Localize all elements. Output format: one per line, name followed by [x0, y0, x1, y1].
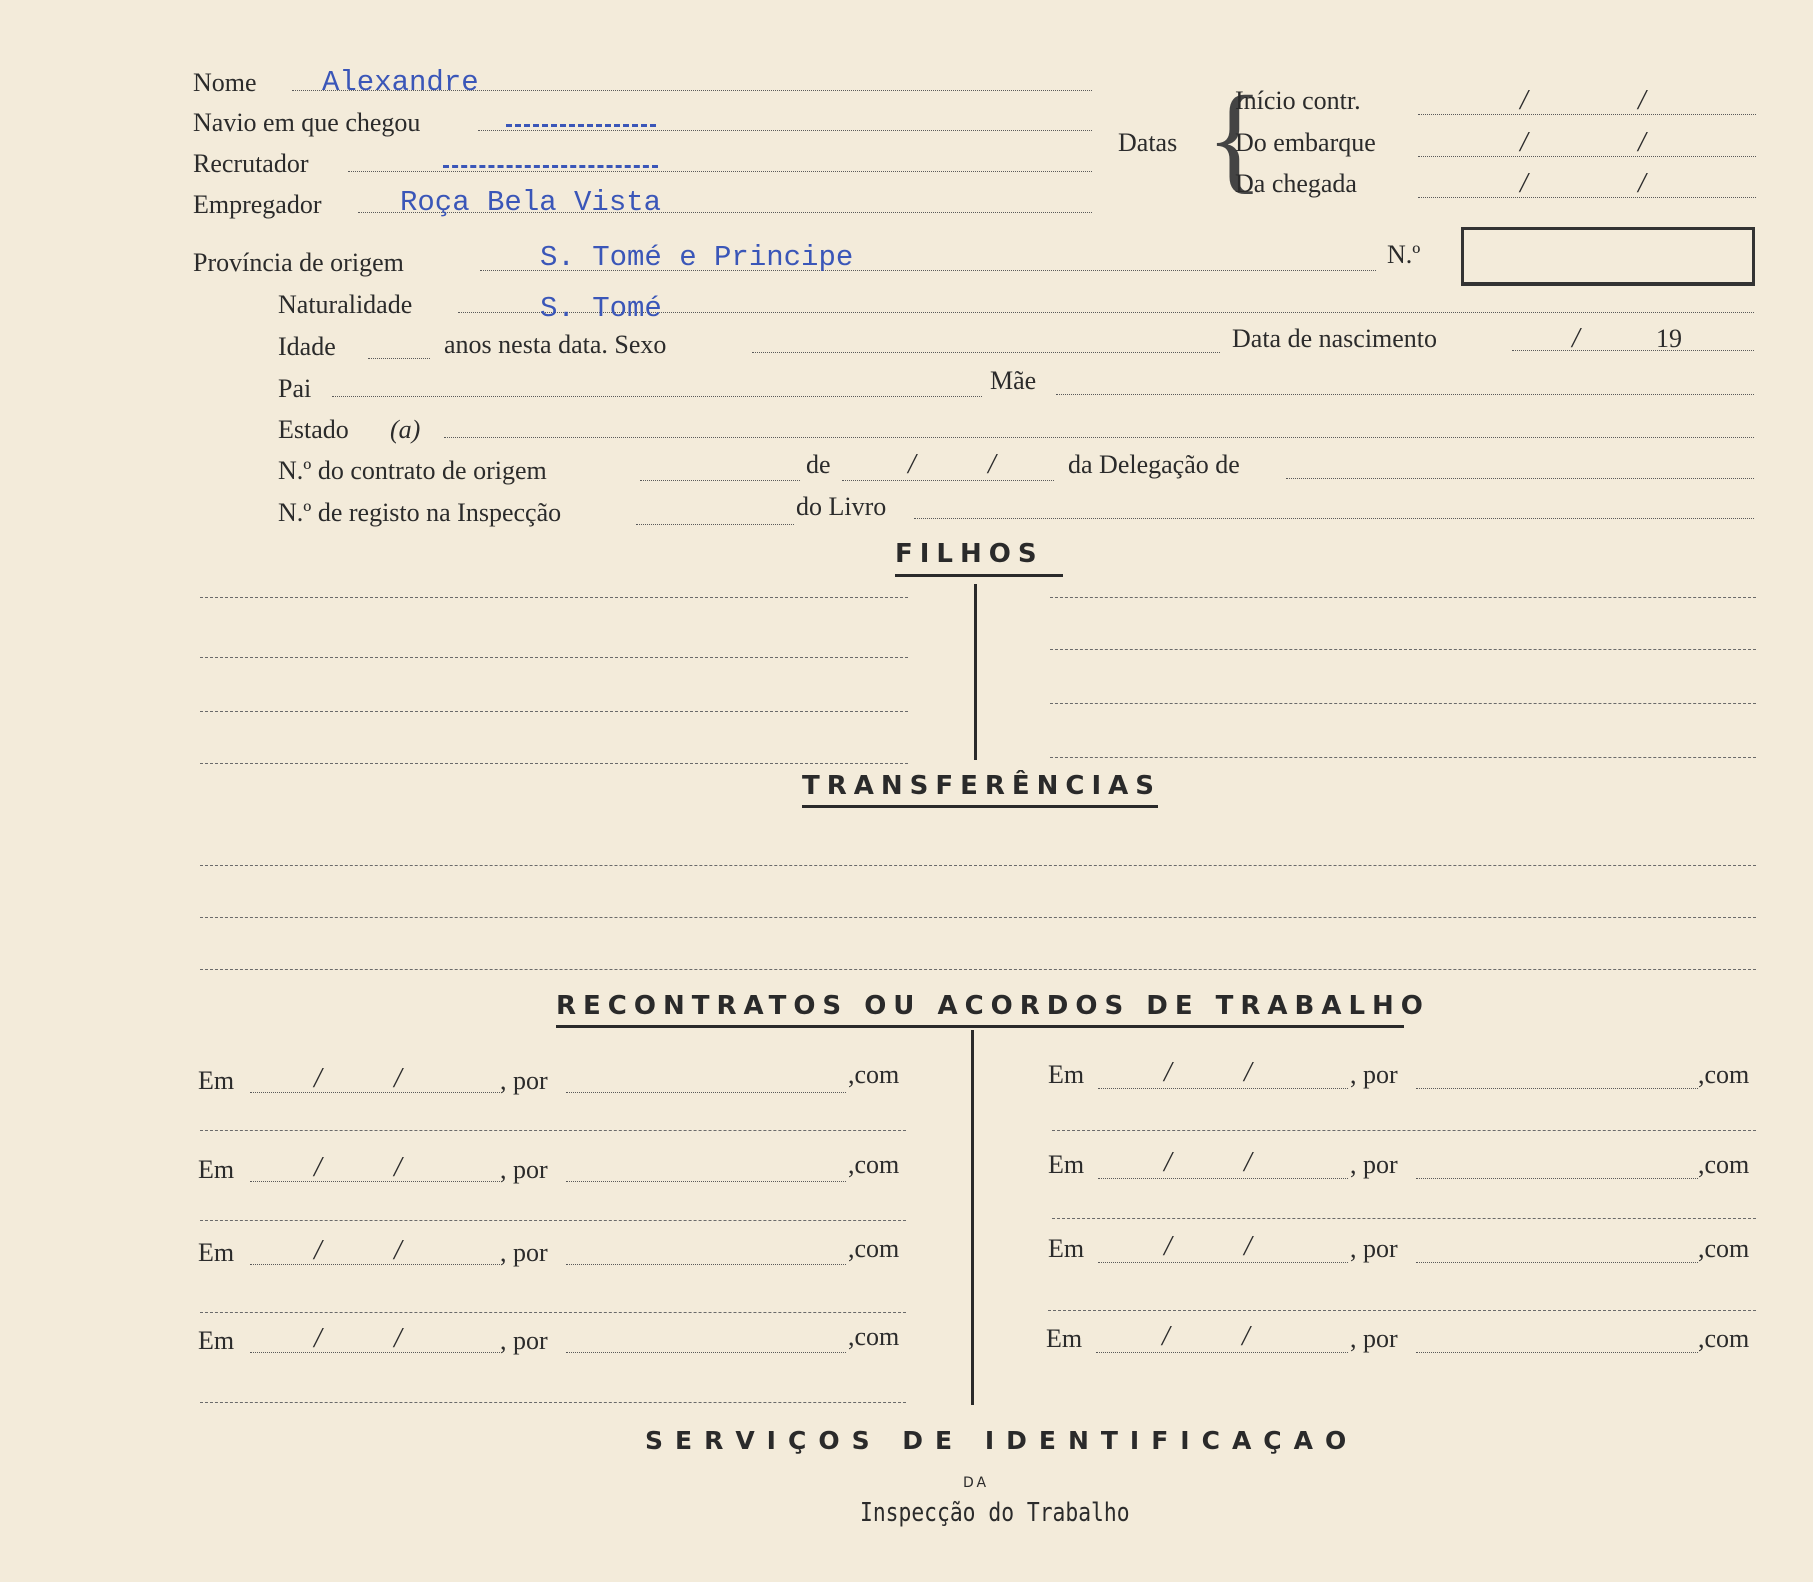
empregador-label: Empregador — [193, 190, 322, 219]
filhos-right-line-3 — [1050, 703, 1756, 704]
contrato-slash-1: / — [908, 449, 916, 480]
nascimento-line — [1512, 350, 1754, 351]
nascimento-slash: / — [1572, 323, 1580, 354]
continuation-line — [200, 1220, 906, 1221]
com-label: ,com — [848, 1322, 900, 1351]
por-label: , por — [500, 1238, 548, 1267]
inicio-slash-2: / — [1638, 85, 1646, 116]
recontratos-underline — [556, 1025, 1404, 1028]
provincia-value: S. Tomé e Principe — [540, 241, 854, 274]
estado-line — [444, 437, 1754, 438]
em-label: Em — [198, 1155, 235, 1184]
inicio-slash-1: / — [1520, 85, 1528, 116]
chegada-label: Da chegada — [1235, 169, 1357, 198]
registo-line — [636, 524, 794, 525]
recrutador-line — [348, 171, 1092, 172]
em-slash: / — [1164, 1057, 1172, 1088]
transferencias-underline — [802, 805, 1158, 808]
por-label: , por — [1350, 1324, 1398, 1353]
por-line — [566, 1181, 846, 1182]
em-date-line — [250, 1092, 500, 1093]
navio-typed-dashes — [506, 124, 656, 127]
anos-sexo-label: anos nesta data. Sexo — [444, 330, 667, 359]
transferencias-line-3 — [200, 969, 1756, 970]
recrutador-label: Recrutador — [193, 149, 309, 178]
provincia-label: Província de origem — [193, 248, 404, 277]
continuation-line — [200, 1130, 906, 1131]
em-label: Em — [198, 1326, 235, 1355]
empregador-value: Roça Bela Vista — [400, 186, 662, 219]
embarque-slash-1: / — [1520, 127, 1528, 158]
em-date-line — [1098, 1262, 1348, 1263]
footer-inspeccao: Inspecção do Trabalho — [860, 1498, 1130, 1528]
em-label: Em — [198, 1238, 235, 1267]
naturalidade-label: Naturalidade — [278, 290, 413, 319]
por-line — [1416, 1178, 1698, 1179]
nome-value: Alexandre — [322, 66, 479, 99]
footer-services: SERVIÇOS DE IDENTIFICAÇAO — [645, 1426, 1359, 1455]
filhos-underline — [895, 574, 1063, 577]
nascimento-year: 19 — [1656, 324, 1682, 353]
mae-line — [1056, 394, 1754, 395]
em-label: Em — [1048, 1234, 1085, 1263]
por-label: , por — [500, 1155, 548, 1184]
em-label: Em — [198, 1066, 235, 1095]
contrato-de-label: de — [806, 450, 831, 479]
em-date-line — [1098, 1178, 1348, 1179]
com-label: ,com — [1698, 1234, 1750, 1263]
em-slash: / — [314, 1235, 322, 1266]
em-slash: / — [394, 1063, 402, 1094]
com-label: ,com — [1698, 1150, 1750, 1179]
em-date-line — [1098, 1088, 1348, 1089]
com-label: ,com — [848, 1060, 900, 1089]
chegada-slash-1: / — [1520, 168, 1528, 199]
em-date-line — [250, 1264, 500, 1265]
em-slash: / — [314, 1152, 322, 1183]
em-slash: / — [314, 1063, 322, 1094]
recrutador-typed-dashes — [443, 165, 658, 168]
continuation-line — [200, 1312, 906, 1313]
chegada-slash-2: / — [1638, 168, 1646, 199]
em-label: Em — [1048, 1060, 1085, 1089]
livro-label: do Livro — [796, 492, 887, 521]
com-label: ,com — [848, 1234, 900, 1263]
datas-label: Datas — [1118, 128, 1178, 157]
em-slash: / — [1162, 1321, 1170, 1352]
continuation-line — [1052, 1130, 1756, 1131]
em-slash: / — [1242, 1321, 1250, 1352]
estado-note: (a) — [390, 415, 421, 444]
datas-brace: { — [1206, 71, 1264, 204]
por-label: , por — [500, 1326, 548, 1355]
mae-label: Mãe — [990, 366, 1037, 395]
em-slash: / — [1244, 1147, 1252, 1178]
filhos-right-line-2 — [1050, 649, 1756, 650]
por-label: , por — [1350, 1060, 1398, 1089]
em-slash: / — [1244, 1231, 1252, 1262]
por-label: , por — [500, 1066, 548, 1095]
pai-label: Pai — [278, 374, 312, 403]
pai-line — [332, 396, 982, 397]
inicio-line — [1418, 114, 1756, 115]
em-slash: / — [1164, 1231, 1172, 1262]
continuation-line — [200, 1402, 906, 1403]
idade-label: Idade — [278, 332, 336, 361]
filhos-heading: FILHOS — [895, 539, 1044, 569]
contrato-slash-2: / — [988, 449, 996, 480]
por-line — [1416, 1262, 1698, 1263]
contrato-date-line — [842, 480, 1054, 481]
com-label: ,com — [1698, 1324, 1750, 1353]
em-date-line — [250, 1181, 500, 1182]
por-line — [566, 1352, 846, 1353]
em-slash: / — [394, 1152, 402, 1183]
com-label: ,com — [848, 1150, 900, 1179]
por-line — [1416, 1352, 1698, 1353]
por-line — [1416, 1088, 1698, 1089]
continuation-line — [1052, 1218, 1756, 1219]
contrato-label: N.º do contrato de origem — [278, 456, 547, 485]
continuation-line — [1048, 1310, 1756, 1311]
navio-line — [478, 130, 1092, 131]
livro-line — [914, 518, 1754, 519]
idade-line — [368, 358, 430, 359]
naturalidade-value: S. Tomé — [540, 292, 662, 325]
em-slash: / — [394, 1235, 402, 1266]
numero-label: N.º — [1387, 240, 1421, 269]
recontratos-divider — [971, 1030, 974, 1405]
em-date-line — [250, 1352, 500, 1353]
em-label: Em — [1048, 1150, 1085, 1179]
registo-label: N.º de registo na Inspecção — [278, 498, 562, 527]
por-line — [566, 1092, 846, 1093]
recontratos-heading: RECONTRATOS OU ACORDOS DE TRABALHO — [556, 991, 1430, 1021]
em-date-line — [1096, 1352, 1348, 1353]
delegacao-line — [1286, 478, 1754, 479]
filhos-left-line-1 — [200, 597, 908, 598]
sexo-line — [752, 352, 1220, 353]
filhos-right-line-4 — [1050, 757, 1756, 758]
nascimento-label: Data de nascimento — [1232, 324, 1438, 353]
transferencias-line-1 — [200, 865, 1756, 866]
em-label: Em — [1046, 1324, 1083, 1353]
numero-box — [1461, 227, 1755, 286]
em-slash: / — [394, 1323, 402, 1354]
em-slash: / — [1164, 1147, 1172, 1178]
com-label: ,com — [1698, 1060, 1750, 1089]
inicio-label: Início contr. — [1235, 86, 1361, 115]
filhos-left-line-4 — [200, 763, 908, 764]
por-line — [566, 1264, 846, 1265]
filhos-divider — [974, 584, 977, 760]
estado-label: Estado — [278, 415, 349, 444]
transferencias-line-2 — [200, 917, 1756, 918]
chegada-line — [1418, 197, 1756, 198]
filhos-left-line-2 — [200, 657, 908, 658]
transferencias-heading: TRANSFERÊNCIAS — [802, 771, 1162, 801]
nome-label: Nome — [193, 68, 257, 97]
embarque-line — [1418, 156, 1756, 157]
por-label: , por — [1350, 1150, 1398, 1179]
embarque-label: Do embarque — [1235, 128, 1376, 157]
filhos-right-line-1 — [1050, 597, 1756, 598]
filhos-left-line-3 — [200, 711, 908, 712]
em-slash: / — [1244, 1057, 1252, 1088]
por-label: , por — [1350, 1234, 1398, 1263]
footer-da: DA — [963, 1475, 990, 1491]
contrato-line — [640, 480, 800, 481]
navio-label: Navio em que chegou — [193, 108, 421, 137]
em-slash: / — [314, 1323, 322, 1354]
embarque-slash-2: / — [1638, 127, 1646, 158]
delegacao-label: da Delegação de — [1068, 450, 1240, 479]
